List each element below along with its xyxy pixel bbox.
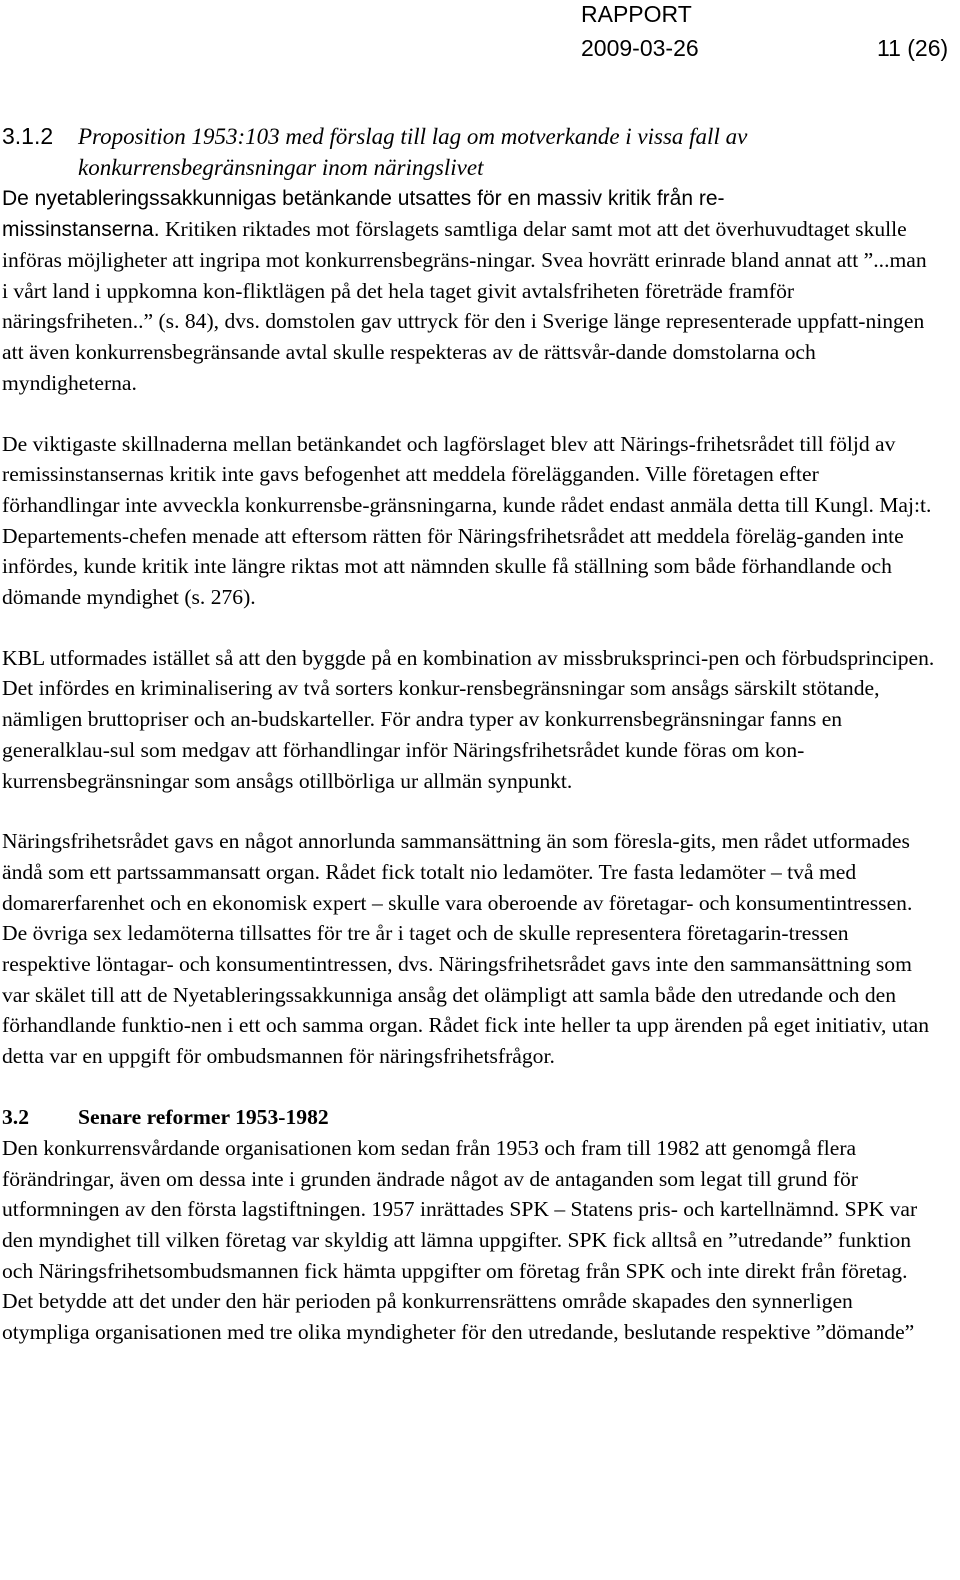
paragraph-3: KBL utformades istället så att den byggde på en kombination av missbruksprinci-pen och förbudsprincipen. Det infördes en kriminalisering av två sorters konkur-rensbegränsningar som ansågs särskilt stötande, nämligen bruttopriser och an-budskarteller. För andra typer av konkurrensbegränsningar fanns en generalklau-sul som medgav att förhandlingar inför Näringsfrihetsrådet kunde föras om kon-kurrensbegränsningar som ansågs otillbörliga ur allmän synpunkt.: [2, 645, 935, 793]
subsection-number: 3.1.2: [2, 123, 54, 149]
paragraph-1-line2: missinstanserna.: [2, 218, 160, 241]
section-heading: [2, 1102, 937, 1133]
section-paragraph: Den konkurrensvårdande organisationen kom sedan från 1953 och fram till 1982 att genomgå flera förändringar, även om dessa inte i grunden ändrade något av de antaganden som legat till grund för utformningen av den första lagstiftningen. 1957 inrättades SPK – Statens pris- och kartellnämnd. SPK var den myndighet till vilken företag var skyldig att lämna uppgifter. SPK fick alltså en ”utredande” funktion och Näringsfrihetsombudsmannen fick hämta uppgifter om företag från SPK och inte direkt från företag. Det betydde att det under den här perioden på konkurrensrättens område skapades den synnerligen otympliga organisationen med tre olika myndigheter för den utredande, beslutande respektive ”dömande”: [2, 1135, 918, 1345]
page-number: 11 (26): [877, 35, 949, 61]
subsection-heading-cont: [2, 152, 937, 183]
paragraph-1-line1: De nyetableringssakkunnigas betänkande utsattes för en massiv kritik från re-: [2, 187, 725, 210]
report-label: RAPPORT: [581, 1, 692, 27]
section-title: Senare reformer 1953-1982: [78, 1104, 329, 1129]
subsection-title-line1: Proposition 1953:103 med förslag till lag om motverkande i vissa fall av: [78, 124, 748, 149]
section-number: 3.2: [2, 1104, 29, 1129]
report-date: 2009-03-26: [581, 35, 699, 61]
paragraph-1: [2, 214, 937, 399]
subsection-title-line2: konkurrensbegränsningar inom näringslivet: [78, 155, 484, 180]
paragraph-2: De viktigaste skillnaderna mellan betänkandet och lagförslaget blev att Närings-frihetsrådet till följd av remissinstansernas kritik inte gavs befogenhet att meddela förelägganden. Ville företagen efter förhandlingar inte avveckla konkurrensbe-gränsningarna, kunde rådet endast anmäla detta till Kungl. Maj:t. Departements-chefen menade att eftersom rätten för Näringsfrihetsrådet att meddela föreläg-ganden inte infördes, kunde kritik inte längre riktas mot att nämnden skulle få ställning som både förhandlande och dömande myndighet (s. 276).: [2, 431, 932, 610]
document-body: [2, 121, 937, 1348]
paragraph-4: Näringsfrihetsrådet gavs en något annorlunda sammansättning än som föresla-gits, men rådet utformades ändå som ett partssammansatt organ. Rådet fick totalt nio ledamöter. Tre fasta ledamöter – två med domarerfarenhet och en ekonomisk expert – skulle vara oberoende av företagar- och konsumentintressen. De övriga sex ledamöterna tillsattes för tre år i taget och de skulle representera företagarin-tressen respektive löntagar- och konsumentintressen, dvs. Näringsfrihetsrådet gavs inte den sammansättning som var skälet till att de Nyetableringssakkunniga ansåg det olämpligt att samla både den utredande och den förhandlande funktio-nen i ett och samma organ. Rådet fick inte heller ta upp ärenden på eget initiativ, utan detta var en uppgift för ombudsmannen för näringsfrihetsfrågor.: [2, 829, 930, 1069]
subsection-heading: [2, 121, 937, 152]
paragraph-1-rest: Kritiken riktades mot förslagets samtliga delar samt mot att det överhuvudtaget skulle införas möjligheter att ingripa mot konkurrensbegräns-ningar. Svea hovrätt erinrade bland annat att ”...man i vårt land i uppkomna kon-fliktlägen på det hela taget givit avtalsfriheten företräde framför näringsfriheten..” (s. 84), dvs. domstolen gav uttryck för den i Sverige länge representerade uppfatt-ningen att även konkurrensbegränsande avtal skulle respekteras av de rättsvår-dande domstolarna och myndigheterna.: [2, 217, 927, 395]
